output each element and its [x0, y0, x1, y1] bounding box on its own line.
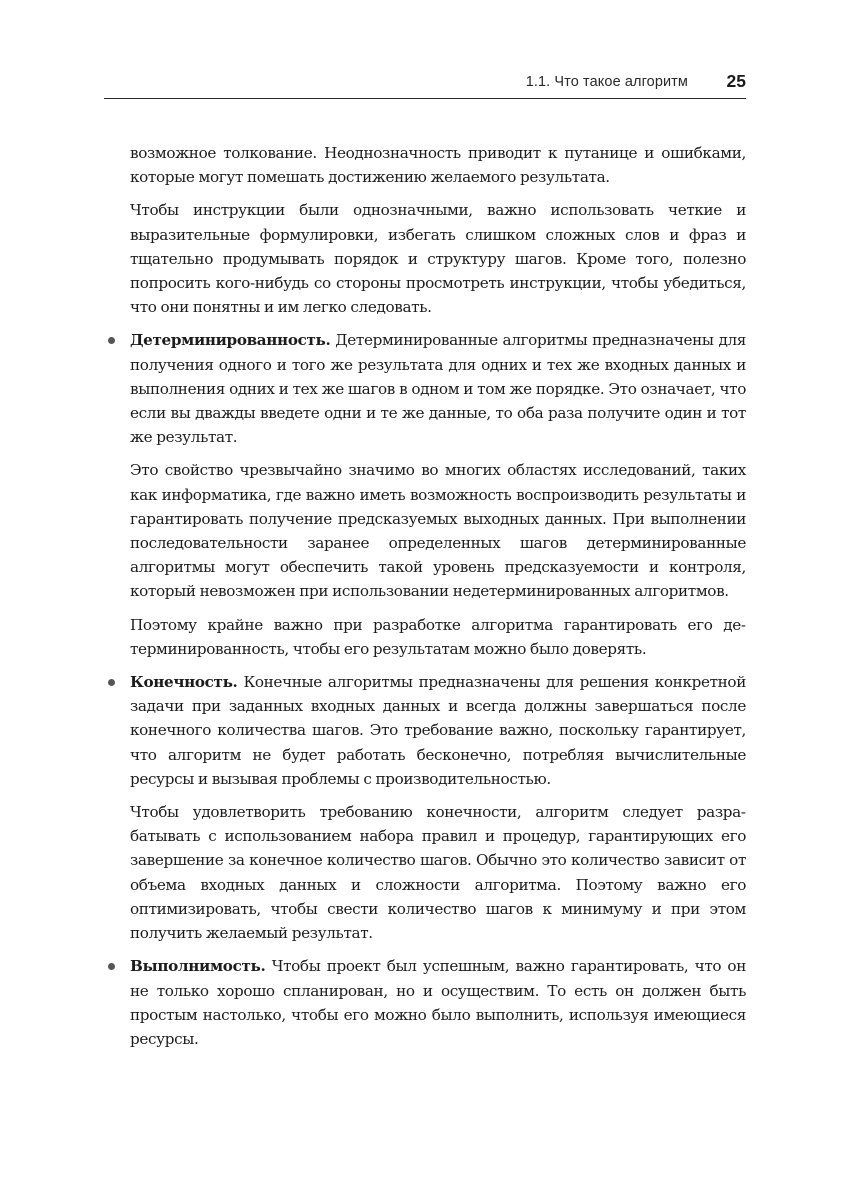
chapter-title: 1.1. Что такое алгоритм [525, 74, 688, 90]
paragraph-ambiguity-end: возможное толкование. Неоднозначность приводит к путанице и ошибками, которые могут помешать достижению желаемого результата. [130, 144, 746, 187]
page-body [130, 141, 746, 1060]
paragraph-determinism-importance: Это свойство чрезвычайно значимо во многих областях исследований, таких как информатика, где важно иметь возможность воспроизводить результаты и гарантировать получение предсказуемых выходных данных. При выполнении последовательности заранее определенных шагов детерминированные алгоритмы могут обеспечить такой уровень предсказуемости и контроля, который невозможен при использовании недетерминированных алгоритмов. [130, 461, 746, 601]
bullet-finiteness [130, 670, 746, 791]
feasibility-text: Чтобы проект был успешным, важно гарантировать, что он не только хорошо спланирован, но и осуществим. То есть он должен быть простым настолько, чтобы его можно было выполнить, используя имеющиеся ресурсы. [130, 957, 746, 1048]
term-finiteness: Конечность. [130, 673, 238, 692]
term-determinism: Детерминированность. [130, 331, 331, 350]
determinism-text: Детерминированные алгоритмы предназначены для получения одного и того же результата для одних и тех же входных данных и выполнения одних и тех же шагов в одном и том же порядке. Это означает, что если вы дважды введете одни и те же данные, то оба раза получите один и тот же результат. [130, 331, 746, 447]
paragraph-finiteness-requirement: Чтобы удовлетворить требованию конечности, алгоритм следует разрабатывать с использованием набора правил и процедур, гарантирующих его завершение за конечное количество шагов. Обычно это количество зависит от объема входных данных и сложности алгоритма. Поэтому важно его оптимизировать, чтобы свести количество шагов к минимуму и при этом получить желаемый результат. [130, 803, 746, 943]
bullet-determinism [130, 328, 746, 449]
paragraph-determinism-conclusion: Поэтому крайне важно при разработке алгоритма гарантировать его детерминированность, чтобы его результатам можно было доверять. [130, 615, 746, 658]
term-feasibility: Выполнимость. [130, 957, 266, 976]
finiteness-text: Конечные алгоритмы предназначены для решения конкретной задачи при заданных входных данных и всегда должны завершаться после конечного количества шагов. Это требование важно, поскольку гарантирует, что алгоритм не будет работать бесконечно, потребляя вычислительные ресурсы и вызывая проблемы с производительностью. [130, 673, 746, 788]
page-number: 25 [726, 71, 746, 91]
running-header [104, 66, 746, 99]
bullet-feasibility [130, 954, 746, 1051]
paragraph-unambiguous-instructions: Чтобы инструкции были однозначными, важно использовать четкие и выразительные формулировки, избегать слишком сложных слов и фраз и тщательно продумывать порядок и структуру шагов. Кроме того, полезно попросить кого-нибудь со стороны просмотреть инструкции, чтобы убедиться, что они понятны и им легко следовать. [130, 201, 746, 317]
